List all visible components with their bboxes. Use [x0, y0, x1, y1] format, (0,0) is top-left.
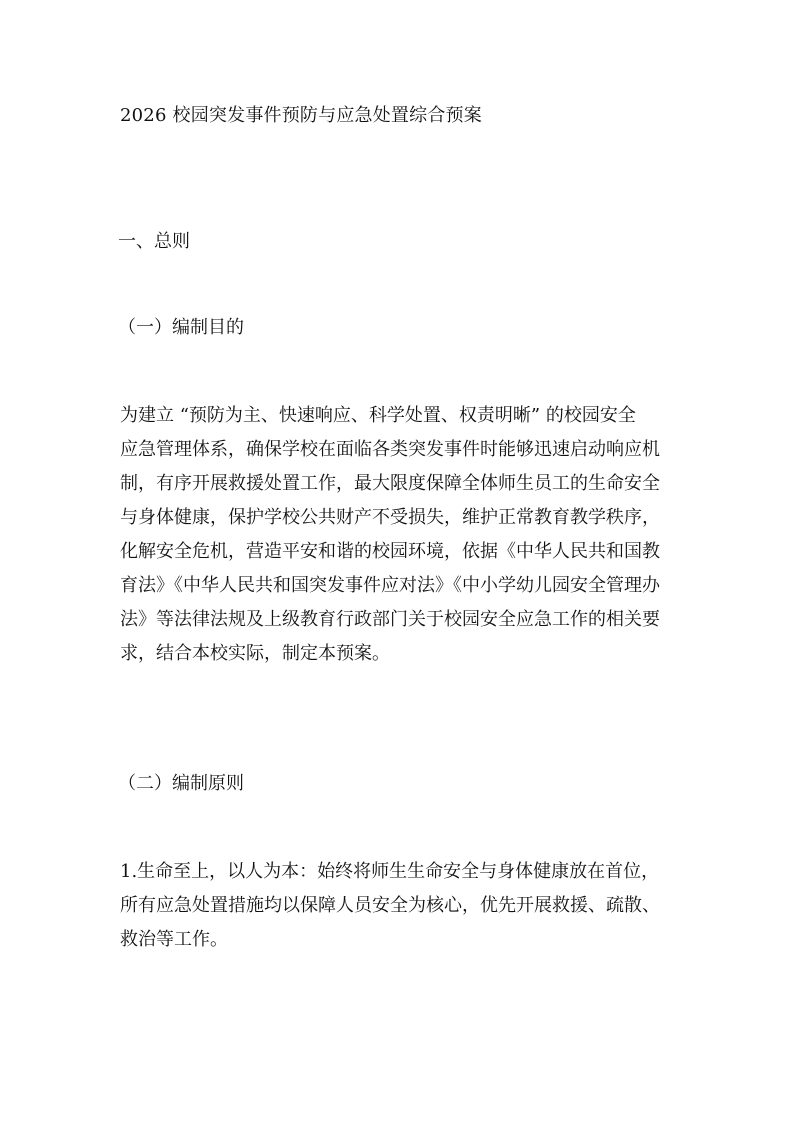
subsection-heading-principles: （二）编制原则 — [118, 773, 244, 794]
paragraph-line: 所有应急处置措施均以保障人员安全为核心，优先开展救援、疏散、 — [120, 895, 660, 916]
purpose-paragraph — [120, 399, 680, 671]
document-title: 2026 校园突发事件预防与应急处置综合预案 — [120, 105, 482, 126]
paragraph-line: 法》等法律法规及上级教育行政部门关于校园安全应急工作的相关要 — [120, 609, 660, 630]
paragraph-line: 救治等工作。 — [120, 929, 228, 950]
paragraph-line: 1.生命至上，以人为本：始终将师生生命安全与身体健康放在首位， — [120, 861, 660, 882]
paragraph-line: 育法》《中华人民共和国突发事件应对法》《中小学幼儿园安全管理办 — [120, 575, 660, 596]
section-heading-general: 一、总则 — [118, 231, 190, 252]
paragraph-line: 与身体健康，保护学校公共财产不受损失，维护正常教育教学秩序， — [120, 507, 660, 528]
paragraph-line: 求，结合本校实际，制定本预案。 — [120, 643, 390, 664]
paragraph-line: 制，有序开展救援处置工作，最大限度保障全体师生员工的生命安全 — [120, 473, 660, 494]
paragraph-line: 应急管理体系，确保学校在面临各类突发事件时能够迅速启动响应机 — [120, 439, 660, 460]
paragraph-line: 为建立 “预防为主、快速响应、科学处置、权责明晰” 的校园安全 — [120, 405, 636, 426]
paragraph-line: 化解安全危机，营造平安和谐的校园环境，依据《中华人民共和国教 — [120, 541, 660, 562]
subsection-heading-purpose: （一）编制目的 — [118, 317, 244, 338]
principles-paragraph — [120, 855, 680, 957]
